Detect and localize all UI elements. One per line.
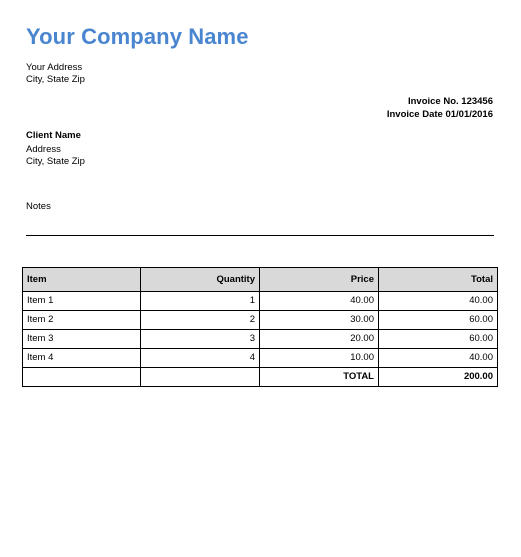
cell-item: Item 2 xyxy=(23,311,141,330)
cell-empty xyxy=(141,368,260,387)
cell-empty xyxy=(23,368,141,387)
table-row xyxy=(23,349,498,368)
table-row xyxy=(23,311,498,330)
cell-total: 40.00 xyxy=(379,292,498,311)
cell-total: 60.00 xyxy=(379,330,498,349)
cell-total: 60.00 xyxy=(379,311,498,330)
cell-quantity: 1 xyxy=(141,292,260,311)
cell-item: Item 4 xyxy=(23,349,141,368)
company-address-line2: City, State Zip xyxy=(26,74,85,85)
cell-price: 20.00 xyxy=(260,330,379,349)
invoice-date: Invoice Date 01/01/2016 xyxy=(386,109,493,120)
line-items-table xyxy=(22,267,498,387)
table-header-row xyxy=(23,268,498,292)
company-name: Your Company Name xyxy=(26,24,249,49)
cell-quantity: 4 xyxy=(141,349,260,368)
invoice-number: Invoice No. 123456 xyxy=(407,96,493,107)
cell-price: 30.00 xyxy=(260,311,379,330)
header-total: Total xyxy=(379,268,498,292)
total-row xyxy=(23,368,498,387)
company-address-line1: Your Address xyxy=(26,62,83,73)
notes-divider xyxy=(26,235,494,236)
client-name: Client Name xyxy=(26,130,81,141)
total-label: TOTAL xyxy=(260,368,379,387)
table-row xyxy=(23,330,498,349)
table-row xyxy=(23,292,498,311)
cell-item: Item 1 xyxy=(23,292,141,311)
header-price: Price xyxy=(260,268,379,292)
total-value: 200.00 xyxy=(379,368,498,387)
cell-price: 40.00 xyxy=(260,292,379,311)
header-quantity: Quantity xyxy=(141,268,260,292)
cell-total: 40.00 xyxy=(379,349,498,368)
cell-quantity: 3 xyxy=(141,330,260,349)
client-address-line1: Address xyxy=(26,144,61,155)
header-item: Item xyxy=(23,268,141,292)
cell-quantity: 2 xyxy=(141,311,260,330)
notes-label: Notes xyxy=(26,201,51,212)
client-address-line2: City, State Zip xyxy=(26,156,85,167)
cell-price: 10.00 xyxy=(260,349,379,368)
cell-item: Item 3 xyxy=(23,330,141,349)
